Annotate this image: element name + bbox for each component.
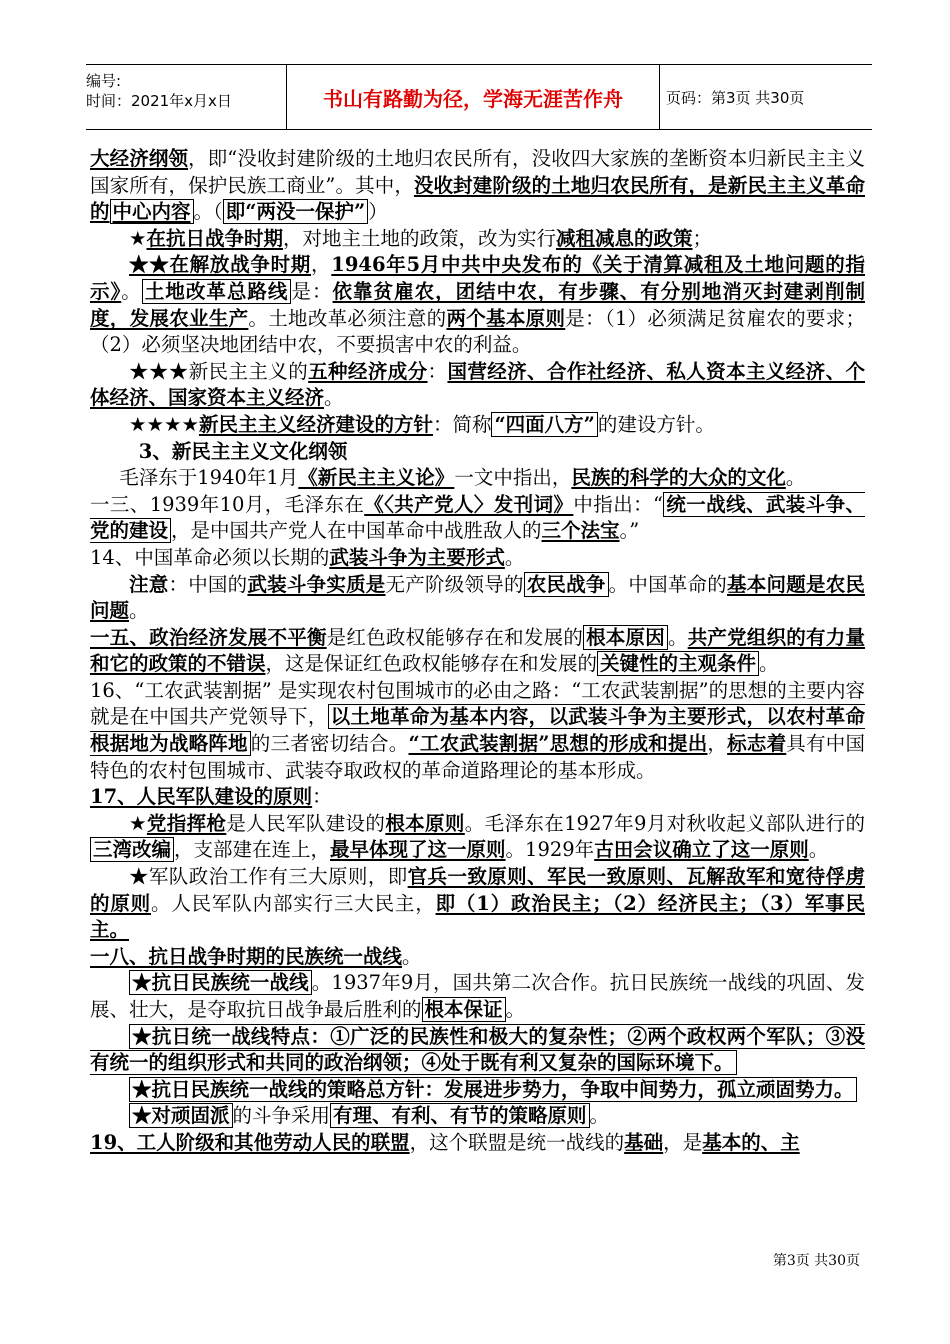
page-footer: 第3页 共30页 xyxy=(772,1253,860,1269)
header-meta xyxy=(86,65,286,129)
paragraph-three-treasures: 一三、1939年10月，毛泽东在《〈共产党人〉发刊词》中指出：“ 统一战线、武装斗争、党的建设 ，是中国共产党人在中国革命中战胜敌人的三个法宝。” xyxy=(90,492,865,543)
paragraph-new-democracy: 毛泽东于1940年1月《新民主主义论》一文中指出，民族的科学的大众的文化。 xyxy=(119,466,806,490)
paragraph-note: 注意：中国的武装斗争实质是无产阶级领导的 农民战争 。中国革命的基本问题是农民问题。 xyxy=(90,572,865,623)
paragraph-diehards: ★对顽固派 的斗争采用 有理、有利、有节的策略原则 。 xyxy=(90,1103,865,1130)
header-page-label: 页码：第3页 共30页 xyxy=(666,88,805,107)
header-motto: 书山有路勤为径，学海无涯苦作舟 xyxy=(286,65,660,129)
paragraph-red-regime: 一五、政治经济发展不平衡是红色政权能够存在和发展的 根本原因 。共产党组织的有力量和它的政策的不错误，这是保证红色政权能够存在和发展的 关键性的主观条件 。 xyxy=(90,625,865,676)
paragraph-economic-program: 大经济纲领，即“没收封建阶级的土地归农民所有，没收四大家族的垄断资本归新民主主义国家所有，保护民族工商业”。其中，没收封建阶级的土地归农民所有，是新民主主义革命的 中心内容 。（ 即“两没一保护” ） xyxy=(90,147,865,224)
paragraph-workers-alliance: 19、工人阶级和其他劳动人民的联盟，这个联盟是统一战线的基础，是基本的、主 xyxy=(90,1130,800,1154)
paragraph-anti-japanese-land: ★在抗日战争时期，对地主土地的政策，改为实行减租减息的政策； xyxy=(129,226,713,250)
paragraph-front-strategy: ★抗日民族统一战线的策略总方针：发展进步势力，争取中间势力，孤立顽固势力。 xyxy=(90,1077,865,1104)
paragraph-party-commands-gun: ★党指挥枪是人民军队建设的根本原则。毛泽东在1927年9月对秋收起义部队进行的三湾改编 ，支部建在连上，最早体现了这一原则。1929年古田会议确立了这一原则。 xyxy=(90,811,865,864)
doc-date-label: 时间：2021年x月x日 xyxy=(86,92,232,110)
paragraph-armed-separatism: 16、“工农武装割据” 是实现农村包围城市的必由之路：“工农武装割据”的思想的主要内容就是在中国共产党领导下， 以土地革命为基本内容，以武装斗争为主要形式，以农村革命根据地为战略阵地 的三者密切结合。“工农武装割据”思想的形成和提出，标志着具有中国特色的农村包围城市、武装夺取政权的革命道路理论的基本形成。 xyxy=(90,678,865,782)
paragraph-armed-struggle: 14、中国革命必须以长期的武装斗争为主要形式。 xyxy=(90,545,525,569)
paragraph-five-economies: ★★★新民主主义的五种经济成分：国营经济、合作社经济、私人资本主义经济、个体经济、国家资本主义经济。 xyxy=(90,359,865,410)
heading-united-front: 一八、抗日战争时期的民族统一战线。 xyxy=(90,944,422,968)
page-header xyxy=(86,64,872,130)
heading-army-building: 17、人民军队建设的原则： xyxy=(90,785,332,809)
document-body xyxy=(90,146,865,1157)
paragraph-liberation-war: ★★在解放战争时期，1946年5月中共中央发布的《关于清算减租及土地问题的指示》。 土地改革总路线 是：依靠贫雇农，团结中农，有步骤、有分别地消灭封建剥削制度，发展农业生产。土地改革必须注意的两个基本原则是：（1）必须满足贫雇农的要求；（2）必须坚决地团结中农，不要损害中农的利益。 xyxy=(90,253,865,357)
paragraph-political-work: ★军队政治工作有三大原则，即官兵一致原则、军民一致原则、瓦解敌军和宽待俘虏的原则。人民军队内部实行三大民主，即（1）政治民主；（2）经济民主；（3）军事民主。 xyxy=(90,865,865,942)
paragraph-economic-policy: ★★★★新民主主义经济建设的方针：简称 “四面八方” 的建设方针。 xyxy=(129,412,715,436)
paragraph-united-front: ★抗日民族统一战线 。1937年9月，国共第二次合作。抗日民族统一战线的巩固、发展、壮大，是夺取抗日战争最后胜利的 根本保证 。 xyxy=(90,971,865,1021)
heading-cultural-program: 3、新民主主义文化纲领 xyxy=(138,439,348,463)
paragraph-front-features: ★抗日统一战线特点：①广泛的民族性和极大的复杂性；②两个政权两个军队；③没有统一的组织形式和共同的政治纲领；④处于既有利又复杂的国际环境下。 xyxy=(90,1024,865,1075)
doc-number-label: 编号: xyxy=(86,72,122,90)
